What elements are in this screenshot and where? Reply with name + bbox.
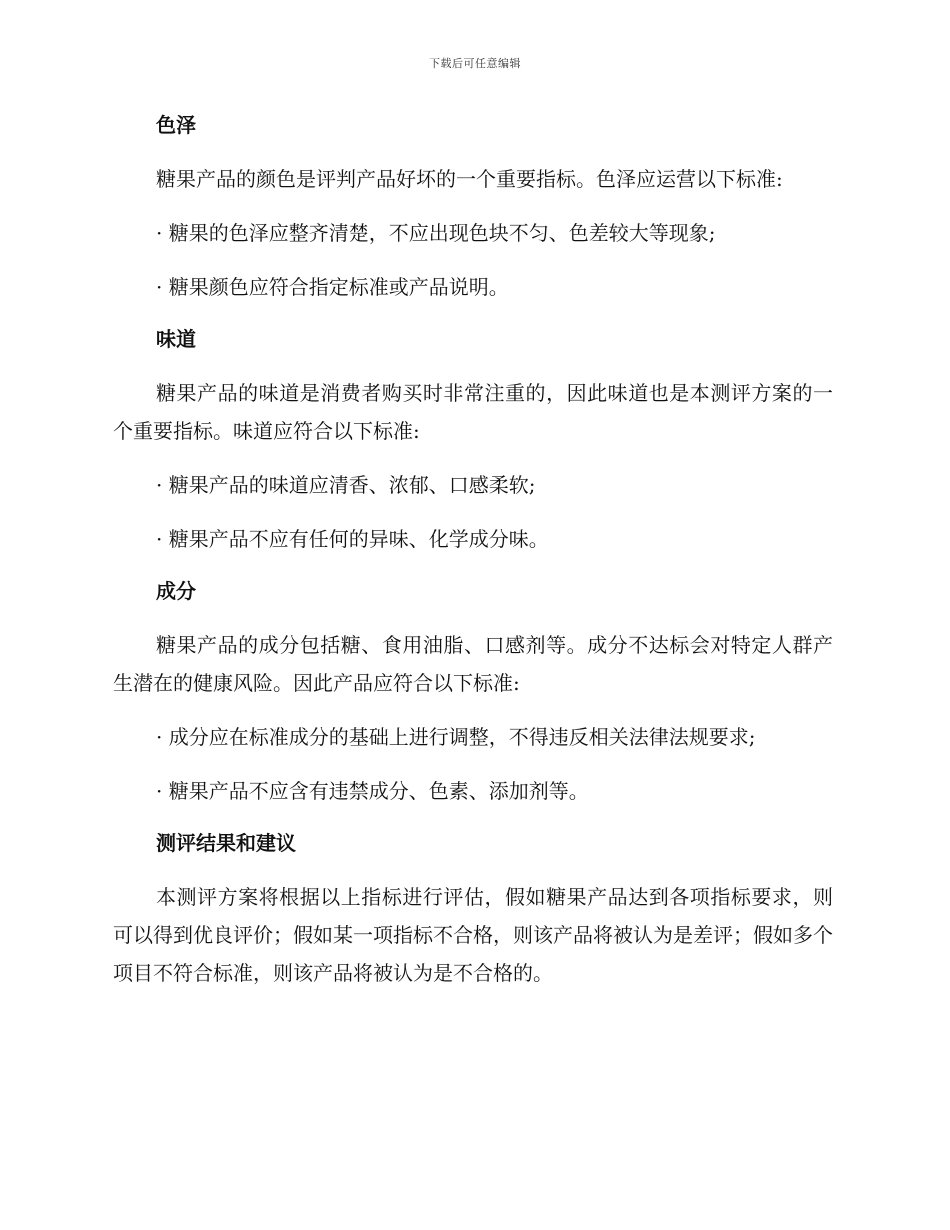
bullet-item: · 糖果产品不应含有违禁成分、色素、添加剂等。 bbox=[156, 779, 589, 803]
bullet-item: · 糖果颜色应符合指定标准或产品说明。 bbox=[156, 275, 509, 299]
section-paragraph: 糖果产品的成分包括糖、食用油脂、口感剂等。成分不达标会对特定人群产生潜在的健康风险。因此产品应符合以下标准: bbox=[113, 633, 833, 695]
document-body bbox=[113, 108, 833, 1008]
page-header-note: 下载后可任意编辑 bbox=[429, 57, 521, 70]
section-ingredients bbox=[113, 574, 833, 810]
section-taste bbox=[113, 322, 833, 558]
section-heading: 测评结果和建议 bbox=[156, 831, 296, 855]
section-heading: 味道 bbox=[156, 327, 196, 351]
section-paragraph: 糖果产品的味道是消费者购买时非常注重的，因此味道也是本测评方案的一个重要指标。味道应符合以下标准: bbox=[113, 381, 833, 443]
bullet-item: · 糖果的色泽应整齐清楚，不应出现色块不匀、色差较大等现象; bbox=[156, 221, 716, 245]
section-color bbox=[113, 108, 833, 306]
section-heading: 色泽 bbox=[156, 113, 196, 137]
section-heading: 成分 bbox=[156, 579, 196, 603]
section-results bbox=[113, 826, 833, 992]
section-paragraph: 糖果产品的颜色是评判产品好坏的一个重要指标。色泽应运营以下标准: bbox=[156, 167, 783, 191]
bullet-item: · 成分应在标准成分的基础上进行调整，不得违反相关法律法规要求; bbox=[156, 725, 756, 749]
bullet-item: · 糖果产品不应有任何的异味、化学成分味。 bbox=[156, 527, 549, 551]
section-paragraph: 本测评方案将根据以上指标进行评估，假如糖果产品达到各项指标要求，则可以得到优良评价；假如某一项指标不合格，则该产品将被认为是差评；假如多个项目不符合标准，则该产品将被认为是不合格的。 bbox=[113, 885, 833, 985]
bullet-item: · 糖果产品的味道应清香、浓郁、口感柔软; bbox=[156, 473, 536, 497]
